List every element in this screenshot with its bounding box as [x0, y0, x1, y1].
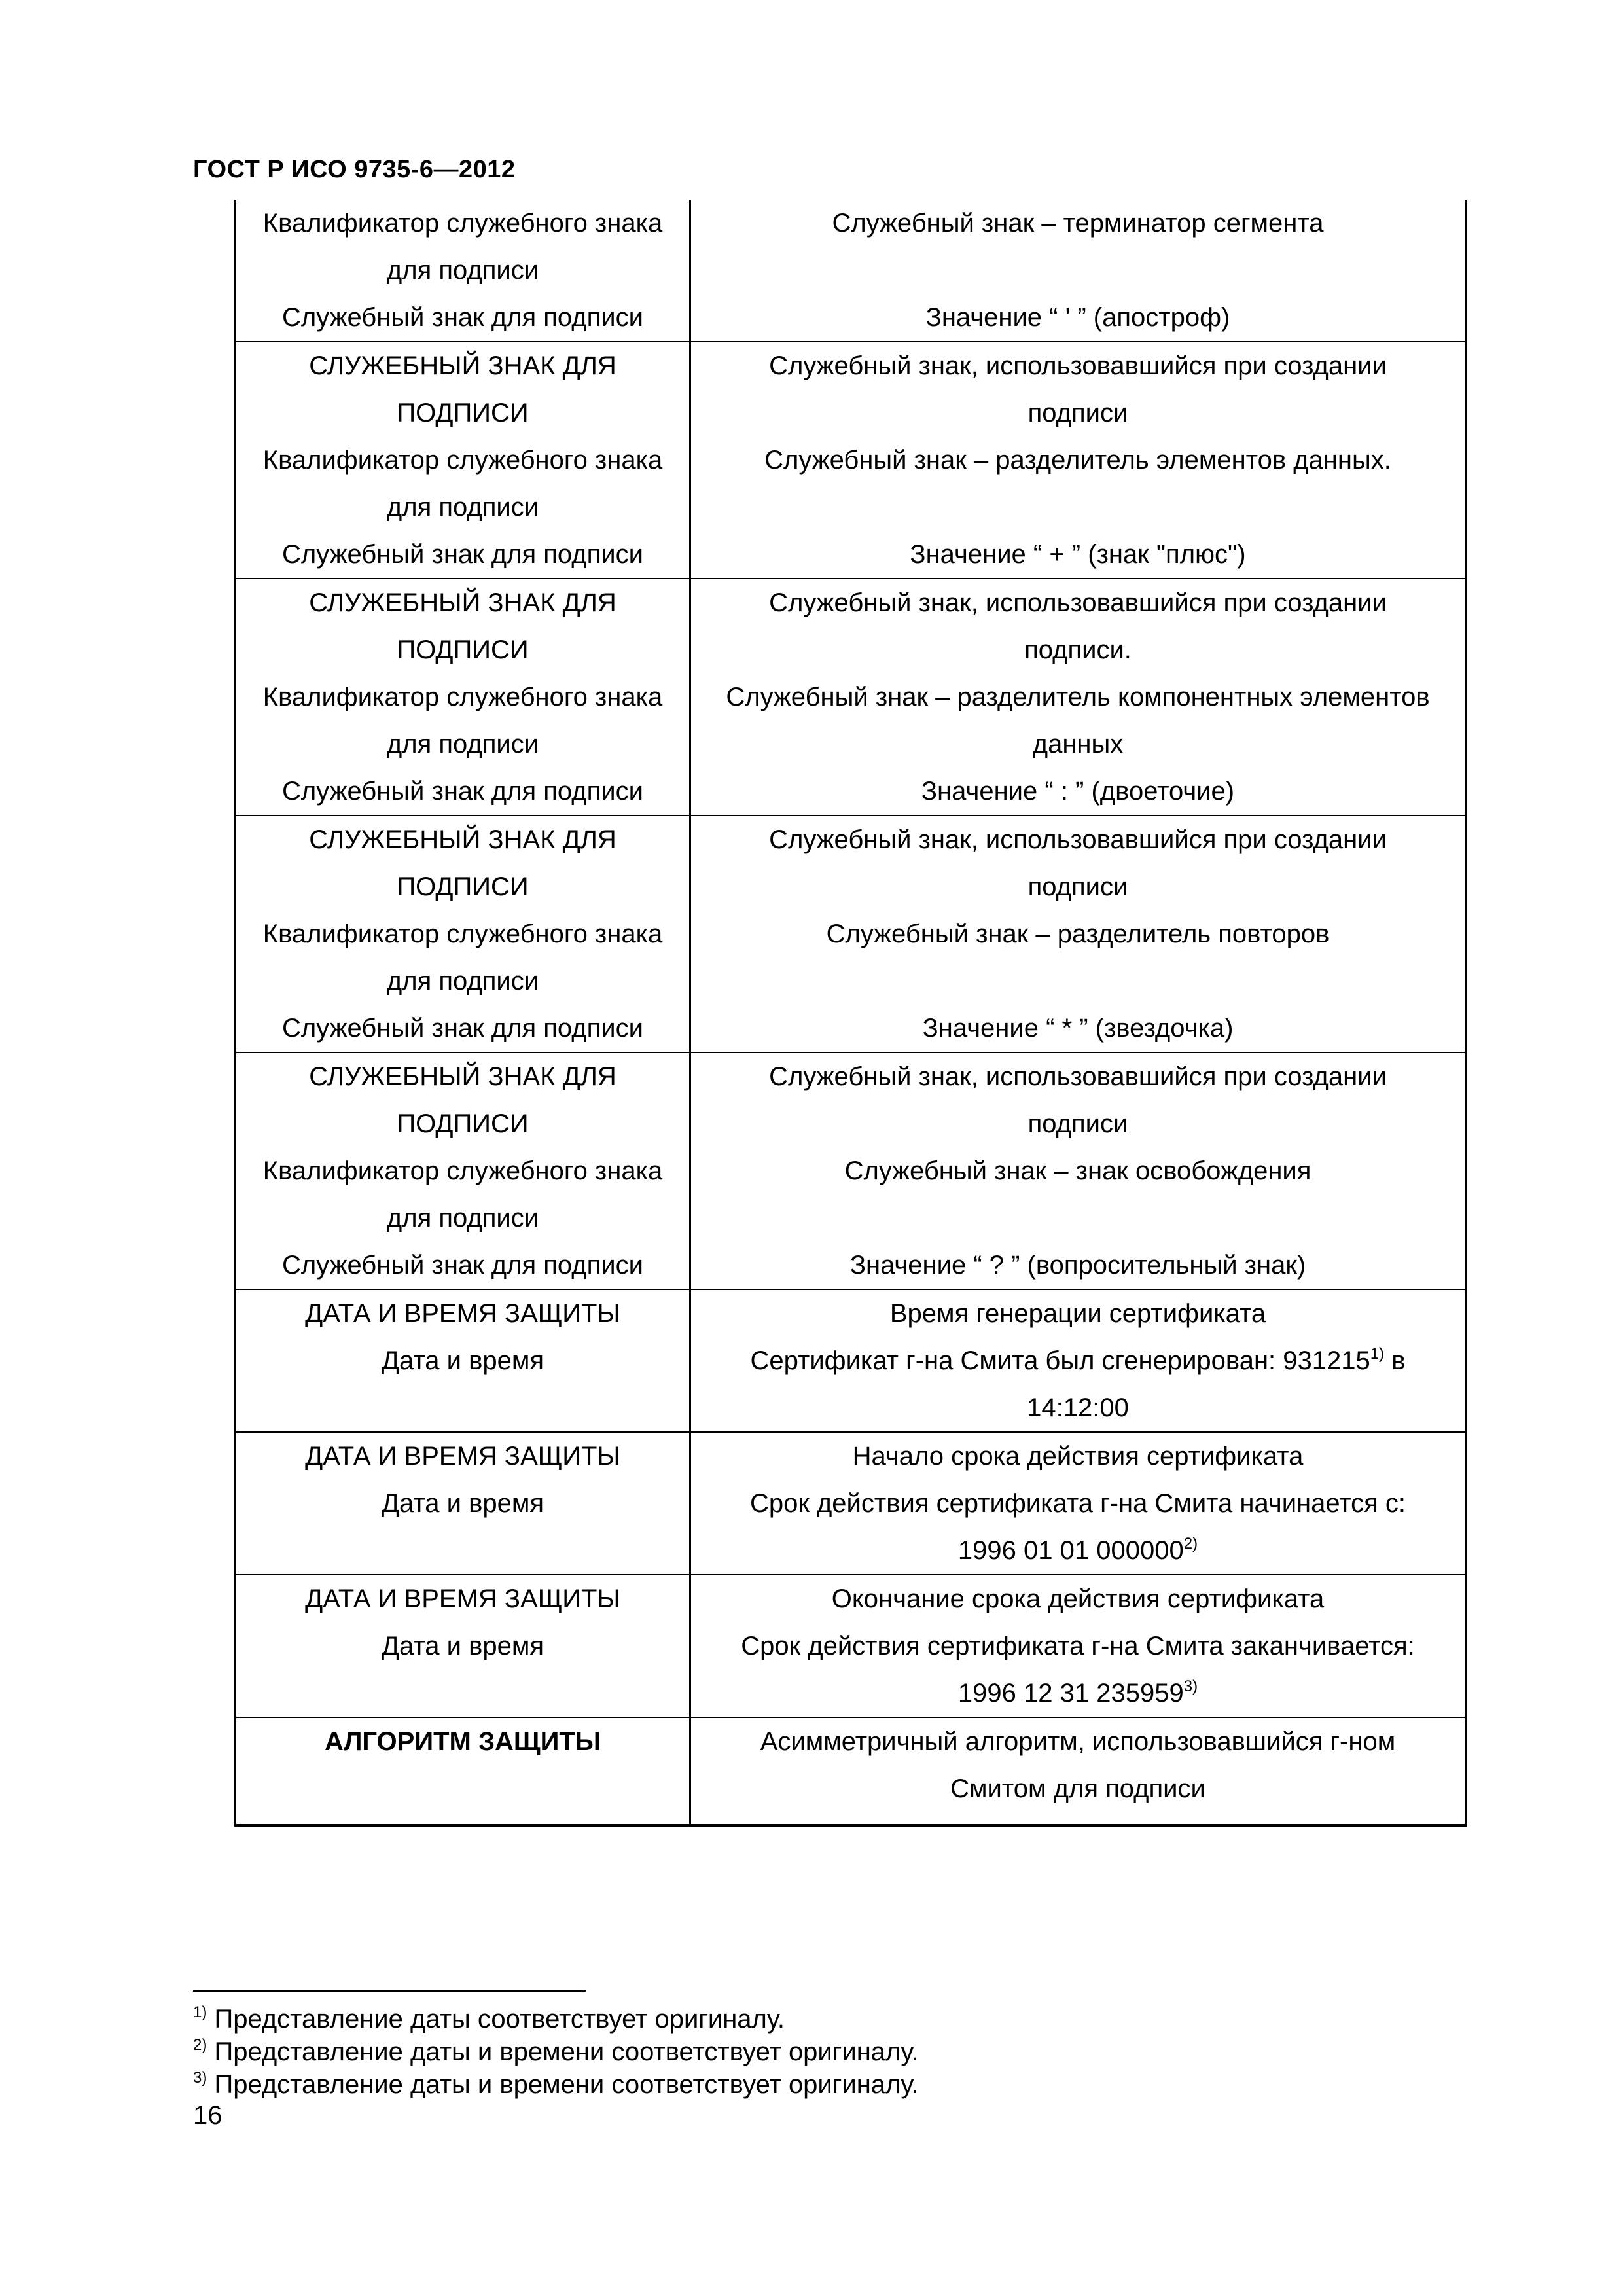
- left-cell: [236, 1052, 690, 1289]
- footnote-text: Представление даты и времени соответствует оригиналу.: [207, 2070, 919, 2099]
- footnote-divider: [193, 1990, 586, 1992]
- cell-text: Срок действия сертификата г-на Смита заканчивается:: [741, 1632, 1415, 1660]
- cell-text: Служебный знак, использовавшийся при создании: [769, 588, 1387, 617]
- footnote-ref: 2): [1183, 1535, 1198, 1552]
- cell-text: [698, 958, 1458, 1005]
- cell-text: ПОДПИСИ: [397, 636, 529, 664]
- cell-text: Дата и время: [381, 1632, 544, 1660]
- table-row: [236, 200, 1466, 342]
- cell-text: для подписи: [386, 730, 539, 759]
- cell-text-part: 1996 12 31 235959: [957, 1679, 1184, 1708]
- footnote-text: Представление даты соответствует оригиналу.: [207, 2005, 785, 2034]
- cell-text: 14:12:00: [1027, 1393, 1129, 1422]
- cell-text: Значение “ * ” (звездочка): [922, 1014, 1234, 1043]
- cell-text: Служебный знак – разделитель элементов данных.: [764, 446, 1391, 475]
- cell-text: Служебный знак, использовавшийся при создании: [769, 1062, 1387, 1091]
- cell-text: Срок действия сертификата г-на Смита начинается с:: [749, 1489, 1406, 1518]
- cell-text: для подписи: [386, 493, 539, 522]
- right-cell: [690, 1717, 1466, 1825]
- right-cell: [690, 1432, 1466, 1575]
- cell-text: для подписи: [386, 967, 539, 996]
- footnote-item: [193, 2036, 919, 2068]
- footnote-item: [193, 2003, 919, 2036]
- cell-text: подписи: [1027, 399, 1128, 427]
- cell-text: Служебный знак, использовавшийся при создании: [769, 351, 1387, 380]
- cell-text: СЛУЖЕБНЫЙ ЗНАК ДЛЯ: [309, 351, 616, 380]
- footnote-mark: 3): [193, 2069, 207, 2087]
- footnote-text: Представление даты и времени соответствует оригиналу.: [207, 2037, 919, 2066]
- right-cell: [690, 200, 1466, 342]
- cell-text: ДАТА И ВРЕМЯ ЗАЩИТЫ: [305, 1442, 620, 1471]
- table-row: [236, 1717, 1466, 1825]
- cell-text: Дата и время: [381, 1489, 544, 1518]
- cell-text: Начало срока действия сертификата: [852, 1442, 1304, 1471]
- left-cell: [236, 1575, 690, 1717]
- cell-text: Значение “ + ” (знак "плюс"): [910, 540, 1246, 569]
- cell-text-part: 1996 01 01 000000: [957, 1536, 1184, 1565]
- cell-text: Служебный знак – разделитель компонентных элементов: [726, 683, 1430, 711]
- cell-text: ПОДПИСИ: [397, 1109, 529, 1138]
- footnote-mark: 1): [193, 2003, 207, 2021]
- right-cell: [690, 1575, 1466, 1717]
- cell-text: СЛУЖЕБНЫЙ ЗНАК ДЛЯ: [309, 825, 616, 854]
- right-cell: [690, 342, 1466, 579]
- right-cell: [690, 1052, 1466, 1289]
- cell-text: Значение “ : ” (двоеточие): [921, 777, 1235, 806]
- cell-text: Квалификатор служебного знака: [262, 920, 663, 948]
- right-cell: [690, 1289, 1466, 1432]
- left-cell: [236, 1717, 690, 1825]
- footnote-ref: 1): [1370, 1345, 1385, 1363]
- cell-text: ПОДПИСИ: [397, 872, 529, 901]
- footnote-item: [193, 2068, 919, 2101]
- cell-text: Смитом для подписи: [950, 1774, 1205, 1803]
- cell-text: Квалификатор служебного знака: [262, 209, 663, 238]
- cell-text: Служебный знак, использовавшийся при создании: [769, 825, 1387, 854]
- cell-text: подписи.: [1024, 636, 1132, 664]
- cell-text: Служебный знак для подписи: [282, 777, 643, 806]
- cell-text: [698, 1670, 1458, 1717]
- table-row: [236, 1575, 1466, 1717]
- cell-text: [698, 1194, 1458, 1242]
- footnote-ref: 3): [1183, 1677, 1198, 1695]
- cell-text: Дата и время: [381, 1346, 544, 1375]
- cell-text: данных: [1032, 730, 1124, 759]
- cell-text: Служебный знак для подписи: [282, 1251, 643, 1280]
- cell-text: Квалификатор служебного знака: [262, 1157, 663, 1185]
- cell-text: Время генерации сертификата: [889, 1299, 1266, 1328]
- cell-text-part: Сертификат г-на Смита был сгенерирован: 931215: [750, 1346, 1370, 1375]
- cell-text: Значение “ ' ” (апостроф): [925, 303, 1230, 332]
- cell-text-part: в: [1384, 1346, 1406, 1375]
- cell-text: [698, 484, 1458, 531]
- left-cell: [236, 200, 690, 342]
- cell-text: ПОДПИСИ: [397, 399, 529, 427]
- footnotes: [193, 2003, 919, 2101]
- left-cell: [236, 342, 690, 579]
- cell-text: СЛУЖЕБНЫЙ ЗНАК ДЛЯ: [309, 588, 616, 617]
- cell-text: [698, 247, 1458, 294]
- cell-text: Служебный знак для подписи: [282, 303, 643, 332]
- left-cell: [236, 1289, 690, 1432]
- cell-text: Служебный знак для подписи: [282, 1014, 643, 1043]
- right-cell: [690, 816, 1466, 1052]
- footnote-mark: 2): [193, 2036, 207, 2054]
- cell-text: для подписи: [386, 256, 539, 285]
- table-row: [236, 579, 1466, 816]
- cell-text: [698, 1527, 1458, 1574]
- cell-text: Значение “ ? ” (вопросительный знак): [849, 1251, 1306, 1280]
- cell-text: Квалификатор служебного знака: [262, 683, 663, 711]
- cell-text: Служебный знак для подписи: [282, 540, 643, 569]
- cell-text: [698, 1337, 1458, 1384]
- table-row: [236, 1289, 1466, 1432]
- cell-text: Служебный знак – знак освобождения: [844, 1157, 1311, 1185]
- cell-text: Служебный знак – разделитель повторов: [826, 920, 1330, 948]
- cell-text: подписи: [1027, 872, 1128, 901]
- table-row: [236, 816, 1466, 1052]
- cell-text: ДАТА И ВРЕМЯ ЗАЩИТЫ: [305, 1585, 620, 1613]
- left-cell: [236, 1432, 690, 1575]
- cell-text: АЛГОРИТМ ЗАЩИТЫ: [324, 1727, 601, 1756]
- page-header: ГОСТ Р ИСО 9735-6—2012: [193, 156, 516, 183]
- signature-attributes-table: [234, 200, 1467, 1827]
- cell-text: Окончание срока действия сертификата: [831, 1585, 1325, 1613]
- page-number: 16: [193, 2101, 223, 2130]
- cell-text: СЛУЖЕБНЫЙ ЗНАК ДЛЯ: [309, 1062, 616, 1091]
- cell-text: подписи: [1027, 1109, 1128, 1138]
- table-row: [236, 1432, 1466, 1575]
- cell-text: Асимметричный алгоритм, использовавшийся г-ном: [760, 1727, 1396, 1756]
- left-cell: [236, 579, 690, 816]
- right-cell: [690, 579, 1466, 816]
- table-row: [236, 342, 1466, 579]
- cell-text: ДАТА И ВРЕМЯ ЗАЩИТЫ: [305, 1299, 620, 1328]
- cell-text: для подписи: [386, 1204, 539, 1232]
- cell-text: Служебный знак – терминатор сегмента: [832, 209, 1324, 238]
- left-cell: [236, 816, 690, 1052]
- cell-text: Квалификатор служебного знака: [262, 446, 663, 475]
- table-row: [236, 1052, 1466, 1289]
